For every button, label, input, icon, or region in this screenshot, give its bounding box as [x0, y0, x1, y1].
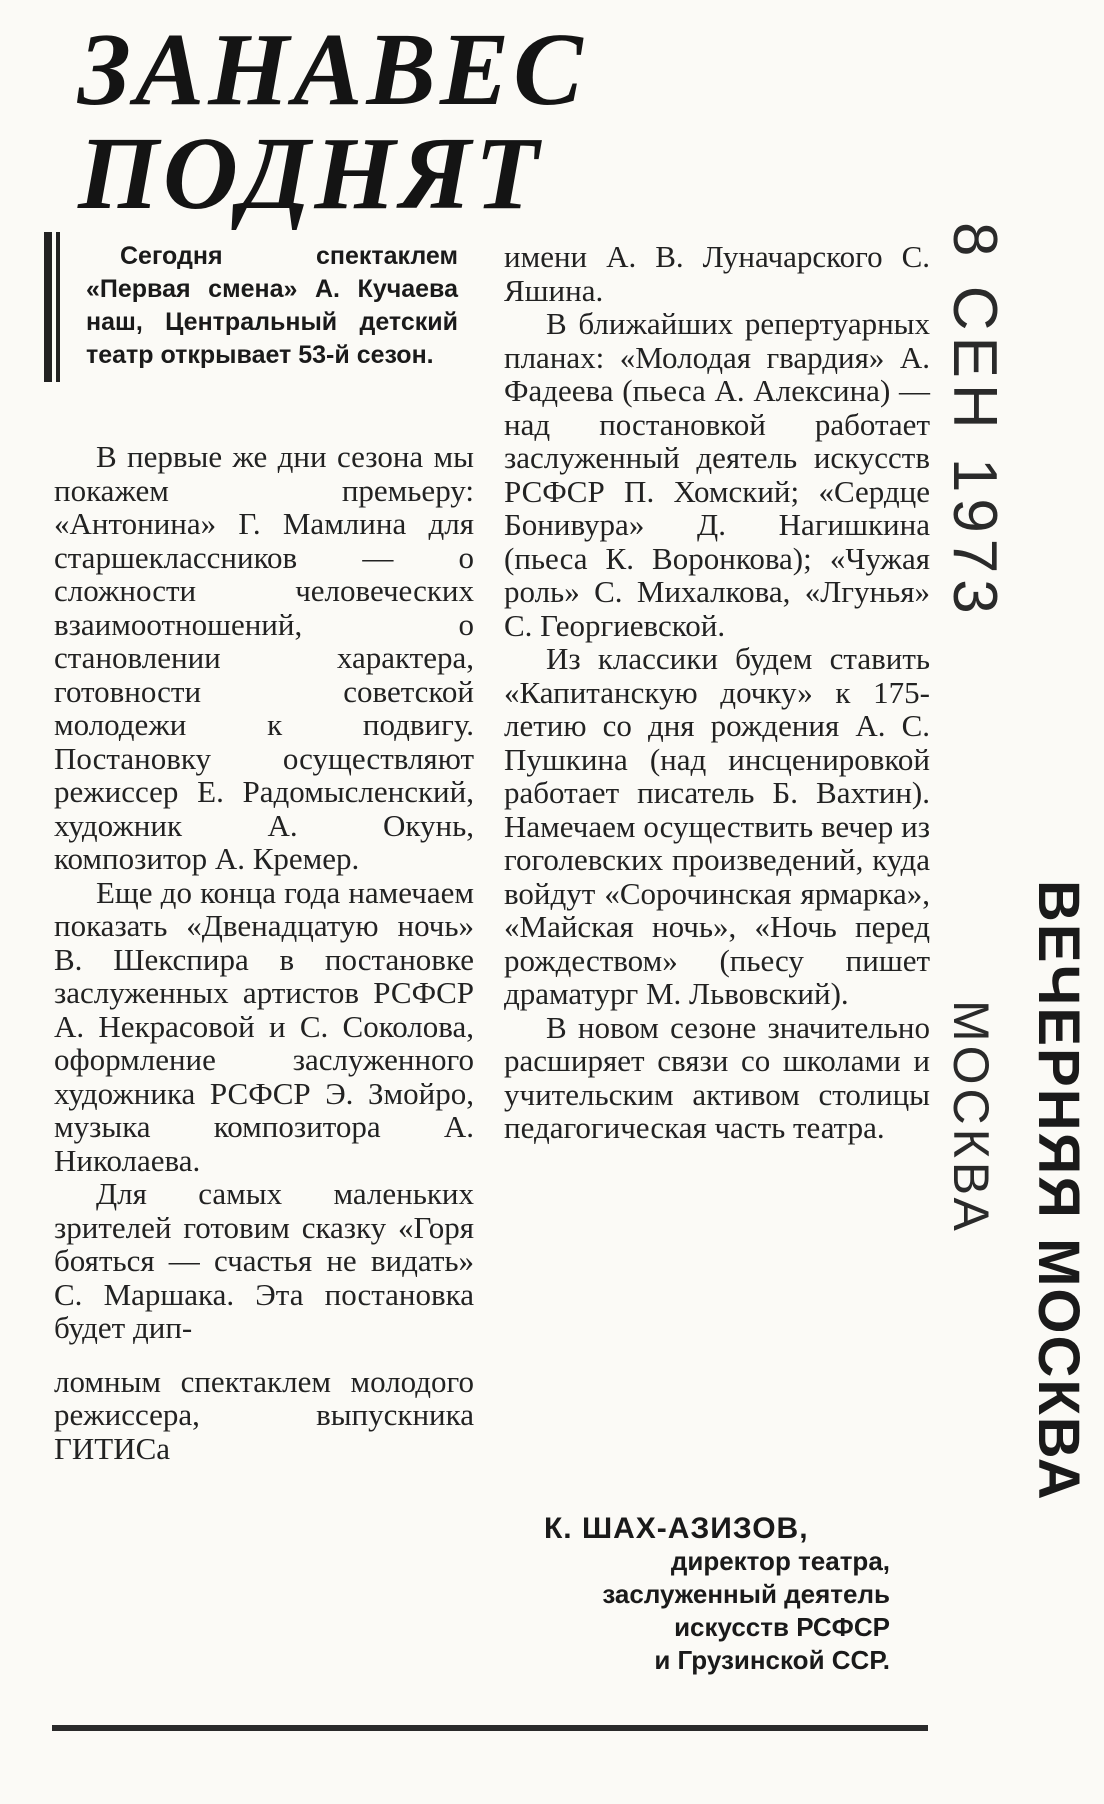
author-name: К. ШАХ-АЗИЗОВ,: [544, 1512, 809, 1545]
date-stamp: 8 СЕН 1973: [940, 222, 1009, 620]
signature-block: [504, 1512, 890, 1677]
right-continuation: имени А. В. Луначарского С. Яшина.: [504, 239, 930, 308]
author-title-2: заслуженный деятель: [602, 1579, 890, 1609]
lead-rule-thin: [56, 232, 60, 382]
lead-paragraph: Сегодня спектаклем «Первая смена» А. Кучаева наш, Центральный детский театр открывает 53-й сезон.: [86, 242, 458, 369]
right-paragraph-1: В ближайших репертуарных планах: «Молодая гвардия» А. Фадеева (пьеса А. Алексина) — над постановкой работает заслуженный деятель искусств РСФСР П. Хомский; «Сердце Бонивура» Д. Нагишкина (пьеса К. Воронкова); «Чужая роль» С. Михалкова, «Лгунья» С. Георгиевской.: [504, 306, 930, 643]
lead-rule-thick: [44, 232, 52, 382]
author-title-3: искусств РСФСР: [674, 1612, 890, 1642]
right-column: [504, 240, 930, 1145]
headline: [78, 12, 587, 231]
bottom-rule: [52, 1725, 928, 1731]
headline-line-2: ПОДНЯТ: [78, 116, 543, 231]
left-paragraph-2: Еще до конца года намечаем показать «Двенадцатую ночь» В. Шекспира в постановке заслуженных артистов РСФСР А. Некрасовой и С. Соколова, оформление заслуженного художника РСФСР Э. Змойро, музыка композитора А. Николаева.: [54, 874, 474, 1178]
city-stamp: МОСКВА: [943, 1000, 999, 1235]
left-column: [54, 440, 474, 1465]
headline-line-1: ЗАНАВЕС: [78, 12, 587, 127]
right-paragraph-3: В новом сезоне значительно расширяет связи со школами и учительским активом столицы педагогическая часть театра.: [504, 1009, 930, 1145]
author-title-1: директор театра,: [670, 1546, 890, 1576]
author-title-4: и Грузинской ССР.: [654, 1645, 890, 1675]
right-paragraph-2: Из классики будем ставить «Капитанскую дочку» к 175-летию со дня рождения А. С. Пушкина (над инсценировкой работает писатель Б. Вахтин). Намечаем осуществить вечер из гоголевских произведений, куда войдут «Сорочинская ярмарка», «Майская ночь», «Ночь перед рождеством» (пьесу пишет драматург М. Львовский).: [504, 641, 930, 1011]
left-paragraph-1: В первые же дни сезона мы покажем премьеру: «Антонина» Г. Мамлина для старшеклассников — о сложности человеческих взаимоотношений, о становлении характера, готовности советской молодежи к подвигу. Постановку осуществляют режиссер Е. Радомысленский, художник А. Окунь, композитор А. Кремер.: [54, 439, 474, 876]
left-paragraph-3: Для самых маленьких зрителей готовим сказку «Горя бояться — счастья не видать» С. Маршака. Эта постановка будет дип-: [54, 1176, 474, 1345]
newspaper-stamp: ВЕЧЕРНЯЯ МОСКВА: [1026, 880, 1091, 1502]
left-paragraph-tail: ломным спектаклем молодого режиссера, выпускника ГИТИСа: [54, 1363, 474, 1466]
